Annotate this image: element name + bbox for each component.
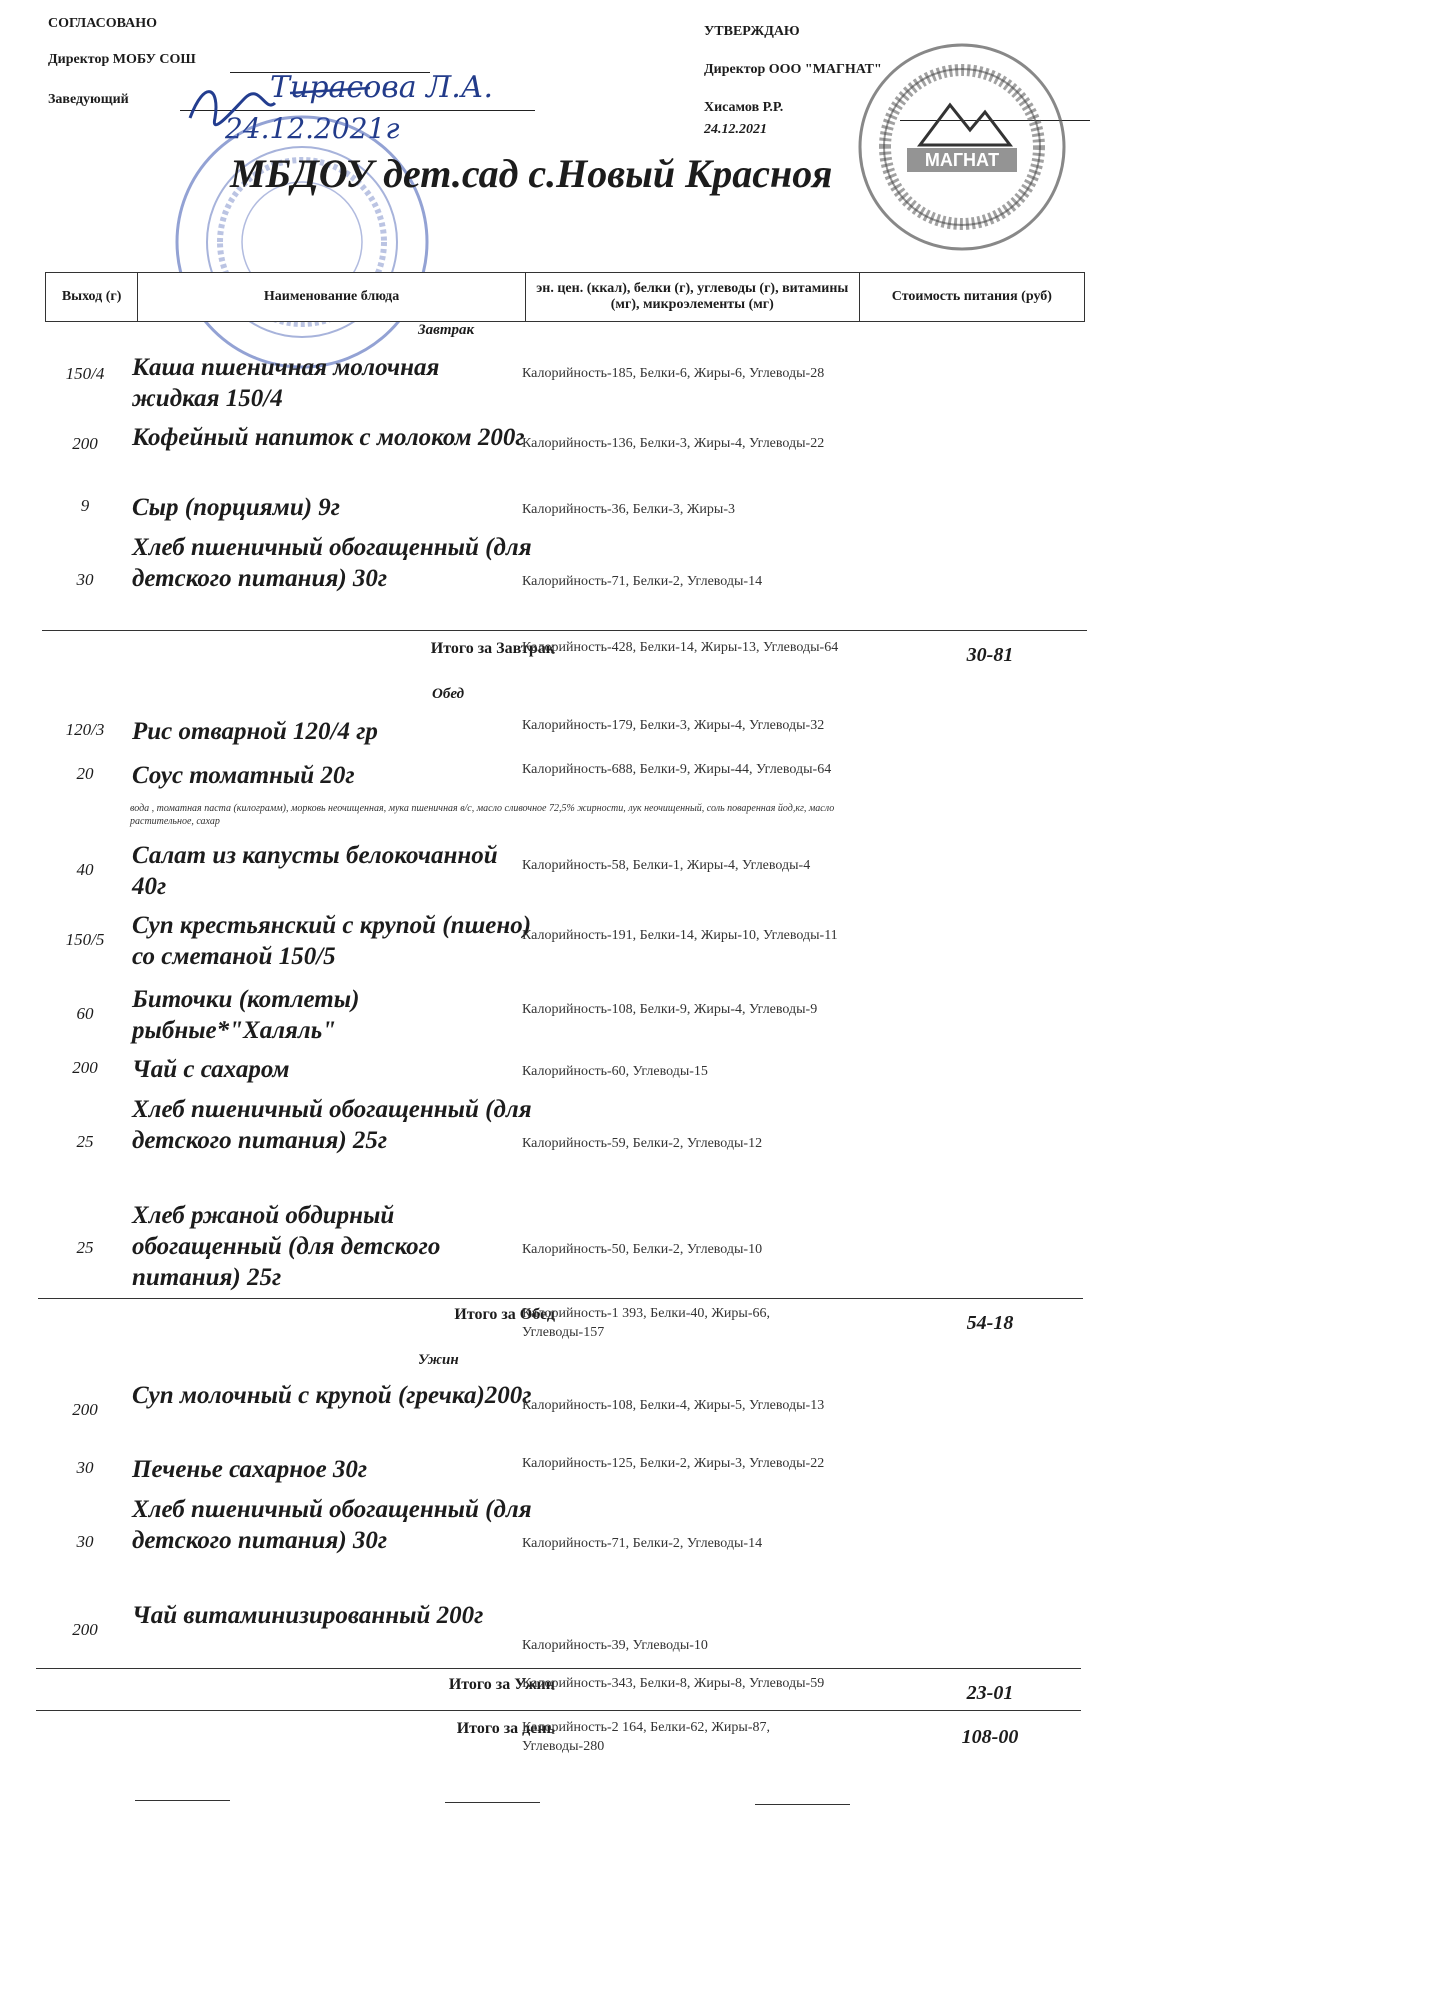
day-total-nutrition: Калорийность-2 164, Белки-62, Жиры-87, Углеводы-280 (522, 1720, 770, 1754)
row-nutrition: Калорийность-108, Белки-4, Жиры-5, Углеводы-13 (522, 1398, 825, 1413)
row-output: 200 (72, 1058, 98, 1077)
company-stamp (855, 40, 1070, 255)
day-total-cost: 108-00 (961, 1726, 1019, 1748)
row-dish: Рис отварной 120/4 гр (132, 718, 378, 745)
row-nutrition: Калорийность-36, Белки-3, Жиры-3 (522, 502, 735, 517)
row-dish: Сыр (порциями) 9г (132, 494, 341, 521)
total-cost: 30-81 (966, 644, 1014, 666)
row-output: 150/5 (65, 930, 105, 949)
company-stamp-text: МАГНАТ (924, 150, 1000, 170)
section-title-lunch: Обед (432, 686, 465, 702)
divider-line (36, 1668, 1081, 1669)
section-title-breakfast: Завтрак (418, 322, 475, 338)
col-cost-header: Стоимость питания (руб) (859, 273, 1084, 322)
col-nutrition-header: эн. цен. (ккал), белки (г), углеводы (г), витамины (мг), микроэлементы (мг) (525, 273, 859, 322)
row-output: 200 (72, 1400, 98, 1419)
menu-table-header (45, 272, 1085, 322)
row-nutrition: Калорийность-688, Белки-9, Жиры-44, Углеводы-64 (522, 762, 832, 777)
approval-date: 24.12.2021 (704, 122, 767, 137)
row-dish: Суп молочный с крупой (гречка)200г (132, 1382, 532, 1409)
row-nutrition: Калорийность-179, Белки-3, Жиры-4, Углеводы-32 (522, 718, 825, 733)
total-nutrition: Калорийность-428, Белки-14, Жиры-13, Углеводы-64 (522, 640, 839, 655)
row-output: 40 (76, 860, 94, 879)
row-output: 30 (76, 1532, 94, 1551)
director-name: Хисамов Р.Р. (704, 100, 784, 115)
total-label: Итого за Ужин (448, 1676, 555, 1693)
row-dish: Хлеб пшеничный обогащенный (для детского питания) 30г (132, 534, 532, 592)
row-nutrition: Калорийность-39, Углеводы-10 (522, 1638, 708, 1653)
row-nutrition: Калорийность-60, Углеводы-15 (522, 1064, 708, 1079)
row-nutrition: Калорийность-50, Белки-2, Углеводы-10 (522, 1242, 763, 1257)
total-label: Итого за Обед (454, 1306, 555, 1323)
divider-line (42, 630, 1087, 631)
row-output: 25 (76, 1238, 94, 1257)
total-label: Итого за Завтрак (430, 640, 555, 657)
row-output: 30 (76, 1458, 94, 1477)
row-nutrition: Калорийность-58, Белки-1, Жиры-4, Углеводы-4 (522, 858, 811, 873)
day-total-label: Итого за день (456, 1720, 555, 1737)
total-nutrition: Калорийность-1 393, Белки-40, Жиры-66, Углеводы-157 (522, 1306, 770, 1340)
row-output: 120/3 (65, 720, 105, 739)
row-dish: Кофейный напиток с молоком 200г (132, 424, 525, 451)
row-output: 200 (72, 434, 98, 453)
total-nutrition: Калорийность-343, Белки-8, Жиры-8, Углеводы-59 (522, 1676, 825, 1691)
row-dish: Биточки (котлеты) рыбные*"Халяль" (132, 986, 360, 1044)
page-title: МБДОУ дет.сад с.Новый Красноя (230, 151, 833, 196)
row-dish: Чай витаминизированный 200г (132, 1602, 484, 1629)
total-cost: 54-18 (966, 1312, 1014, 1334)
row-output: 20 (76, 764, 94, 783)
manager-label: Заведующий (48, 92, 129, 107)
row-output: 9 (80, 496, 90, 515)
row-nutrition: Калорийность-125, Белки-2, Жиры-3, Углеводы-22 (522, 1456, 825, 1471)
handwritten-date: 24.12.2021г (225, 112, 400, 145)
row-dish: Чай с сахаром (132, 1056, 290, 1083)
row-dish: Соус томатный 20г (132, 762, 355, 789)
row-output: 30 (76, 570, 94, 589)
row-nutrition: Калорийность-185, Белки-6, Жиры-6, Углеводы-28 (522, 366, 825, 381)
col-output-header: Выход (г) (46, 273, 138, 322)
sauce-ingredients-note: вода , томатная паста (килограмм), морковь неочищенная, мука пшеничная в/с, масло сливочное 72,5% жирности, лук неочищенный, соль поваренная йод,кг, масло растительное, сахар (130, 803, 835, 827)
row-output: 60 (76, 1004, 94, 1023)
section-title-dinner: Ужин (418, 1352, 459, 1368)
row-dish: Хлеб пшеничный обогащенный (для детского питания) 25г (132, 1096, 532, 1154)
row-nutrition: Калорийность-108, Белки-9, Жиры-4, Углеводы-9 (522, 1002, 818, 1017)
row-dish: Каша пшеничная молочная жидкая 150/4 (132, 354, 440, 412)
row-nutrition: Калорийность-71, Белки-2, Углеводы-14 (522, 1536, 763, 1551)
school-director-label: Директор МОБУ СОШ (48, 52, 196, 67)
row-dish: Суп крестьянский с крупой (пшено) со сметаной 150/5 (132, 912, 532, 970)
divider-line (36, 1710, 1081, 1711)
total-cost: 23-01 (966, 1682, 1014, 1704)
row-dish: Хлеб пшеничный обогащенный (для детского питания) 30г (132, 1496, 532, 1554)
footer-signature-line (755, 1804, 850, 1805)
signature-text: Тирасова Л.А. (270, 70, 493, 105)
divider-line (38, 1298, 1083, 1299)
footer-signature-line (135, 1800, 230, 1801)
row-nutrition: Калорийность-71, Белки-2, Углеводы-14 (522, 574, 763, 589)
col-name-header: Наименование блюда (138, 273, 526, 322)
row-nutrition: Калорийность-59, Белки-2, Углеводы-12 (522, 1136, 763, 1151)
row-dish: Хлеб ржаной обдирный обогащенный (для детского питания) 25г (132, 1202, 441, 1291)
row-output: 150/4 (65, 364, 105, 383)
row-output: 25 (76, 1132, 94, 1151)
row-dish: Салат из капусты белокочанной 40г (132, 842, 498, 900)
agreed-label: СОГЛАСОВАНО (48, 16, 157, 31)
row-output: 200 (72, 1620, 98, 1639)
footer-signature-line (445, 1802, 540, 1803)
approved-label: УТВЕРЖДАЮ (704, 24, 800, 39)
row-nutrition: Калорийность-191, Белки-14, Жиры-10, Углеводы-11 (522, 928, 838, 943)
row-dish: Печенье сахарное 30г (132, 1456, 368, 1483)
row-nutrition: Калорийность-136, Белки-3, Жиры-4, Углеводы-22 (522, 436, 825, 451)
company-director-label: Директор ООО "МАГНАТ" (704, 62, 882, 77)
